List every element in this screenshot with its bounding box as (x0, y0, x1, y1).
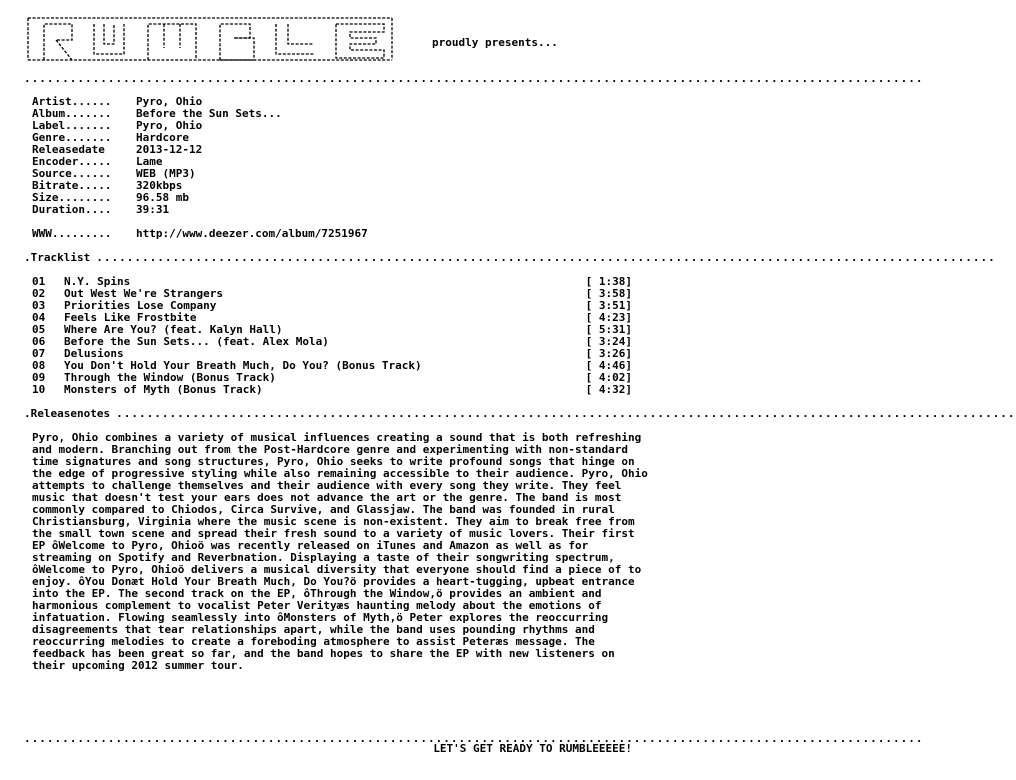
info-size: Size........ 96.58 mb (32, 191, 189, 204)
track-title: N.Y. Spins (64, 275, 131, 288)
rumble-logo (24, 14, 396, 64)
album-value: Before the Sun Sets... (136, 107, 282, 120)
track-title: Delusions (64, 347, 124, 360)
tracklist (32, 276, 632, 396)
releasenotes-text: Pyro, Ohio combines a variety of musical influences creating a sound that is both refreshing and modern. Branching out from the Post-Hardcore genre and experimenting with non-standard time signatures and song structures, Pyro, Ohio seeks to write profound songs that hinge on the edge of progressive styling while also remaining accessible to their audience. Pyro, Ohio attempts to challenge themselves and their audience with every song they write. They feel music that doesn't test your ears does not advance the art or the genre. The band is most commonly compared to Chiodos, Circa Survive, and Glassjaw. The band was founded in rural Christiansburg, Virginia where the music scene is non-existent. They aim to break free from the small town scene and spread their fresh sound to a variety of music lovers. Their first EP ôWelcome to Pyro, Ohioö was recently released on iTunes and Amazon as well as for streaming on Spotify and Reverbnation. Displaying a taste of their songwriting spectrum, ôWelcome to Pyro, Ohioö delivers a musical diversity that everyone should find a piece of to enjoy. ôYou Donæt Hold Your Breath Much, Do You?ö provides a heart-tugging, upbeat entrance into the EP. The second track on the EP, ôThrough the Window,ö provides an ambient and harmonious complement to vocalist Peter Verityæs haunting melody about the emotions of infatuation. Flowing seamlessly into ôMonsters of Myth,ö Peter explores the reoccurring disagreements that tear relationships apart, while the band uses pounding rhythms and reoccurring melodies to create a foreboding atmosphere to assist Peteræs message. The feedback has been great so far, and the band hopes to share the EP with new listeners on their upcoming 2012 summer tour. (32, 431, 655, 672)
track-title: Feels Like Frostbite (64, 311, 197, 324)
track-number: 01 (32, 275, 46, 288)
track-duration: [ 3:26] (585, 347, 632, 360)
releasedate-value: 2013-12-12 (136, 143, 203, 156)
track-number: 07 (32, 347, 46, 360)
track-number: 05 (32, 323, 46, 336)
info-encoder: Encoder..... Lame (32, 155, 163, 168)
track-duration: [ 4:46] (585, 359, 632, 372)
info-duration: Duration.... 39:31 (32, 203, 170, 216)
track-number: 02 (32, 287, 46, 300)
encoder-value: Lame (136, 155, 163, 168)
track-title: Priorities Lose Company (64, 299, 217, 312)
info-artist: Artist...... Pyro, Ohio (32, 95, 203, 108)
info-www: WWW......... http://www.deezer.com/album/7251967 (32, 227, 368, 240)
info-album: Album....... Before the Sun Sets... (32, 107, 282, 120)
track-number: 06 (32, 335, 46, 348)
track-duration: [ 3:51] (585, 299, 632, 312)
bitrate-value: 320kbps (136, 179, 183, 192)
info-label: Label....... Pyro, Ohio (32, 119, 203, 132)
track-title: Before the Sun Sets... (feat. Alex Mola) (64, 335, 329, 348)
label-value: Pyro, Ohio (136, 119, 203, 132)
track-number: 10 (32, 383, 46, 396)
track-title: Where Are You? (feat. Kalyn Hall) (64, 323, 283, 336)
track-title: Through the Window (Bonus Track) (64, 371, 276, 384)
bottom-divider: ...................................................................................................................... (24, 732, 924, 745)
track-number: 08 (32, 359, 46, 372)
size-value: 96.58 mb (136, 191, 189, 204)
track-row (32, 384, 632, 396)
top-divider: ...................................................................................................................... (24, 72, 924, 85)
track-number: 09 (32, 371, 46, 384)
info-source: Source...... WEB (MP3) (32, 167, 196, 180)
track-number: 04 (32, 311, 46, 324)
source-value: WEB (MP3) (136, 167, 196, 180)
track-duration: [ 4:32] (585, 383, 632, 396)
artist-value: Pyro, Ohio (136, 95, 203, 108)
proudly-presents: proudly presents... (432, 36, 558, 49)
track-duration: [ 1:38] (585, 275, 632, 288)
track-duration: [ 3:58] (585, 287, 632, 300)
track-title: Out West We're Strangers (64, 287, 223, 300)
info-releasedate: Releasedate 2013-12-12 (32, 143, 203, 156)
release-info (32, 96, 282, 216)
track-duration: [ 4:02] (585, 371, 632, 384)
info-bitrate: Bitrate..... 320kbps (32, 179, 183, 192)
track-title: Monsters of Myth (Bonus Track) (64, 383, 263, 396)
track-duration: [ 5:31] (585, 323, 632, 336)
duration-value: 39:31 (136, 203, 170, 216)
releasenotes-heading: .Releasenotes ...................................................................................................................... (24, 407, 1016, 420)
track-duration: [ 4:23] (585, 311, 632, 324)
tracklist-heading: .Tracklist ...................................................................................................................... (24, 251, 996, 264)
footer-slogan: LET'S GET READY TO RUMBLEEEEE! (433, 742, 632, 755)
track-title: You Don't Hold Your Breath Much, Do You? (Bonus Track) (64, 359, 422, 372)
album-url-link[interactable]: http://www.deezer.com/album/7251967 (136, 227, 368, 240)
genre-value: Hardcore (136, 131, 189, 144)
info-genre: Genre....... Hardcore (32, 131, 189, 144)
track-number: 03 (32, 299, 46, 312)
track-duration: [ 3:24] (585, 335, 632, 348)
